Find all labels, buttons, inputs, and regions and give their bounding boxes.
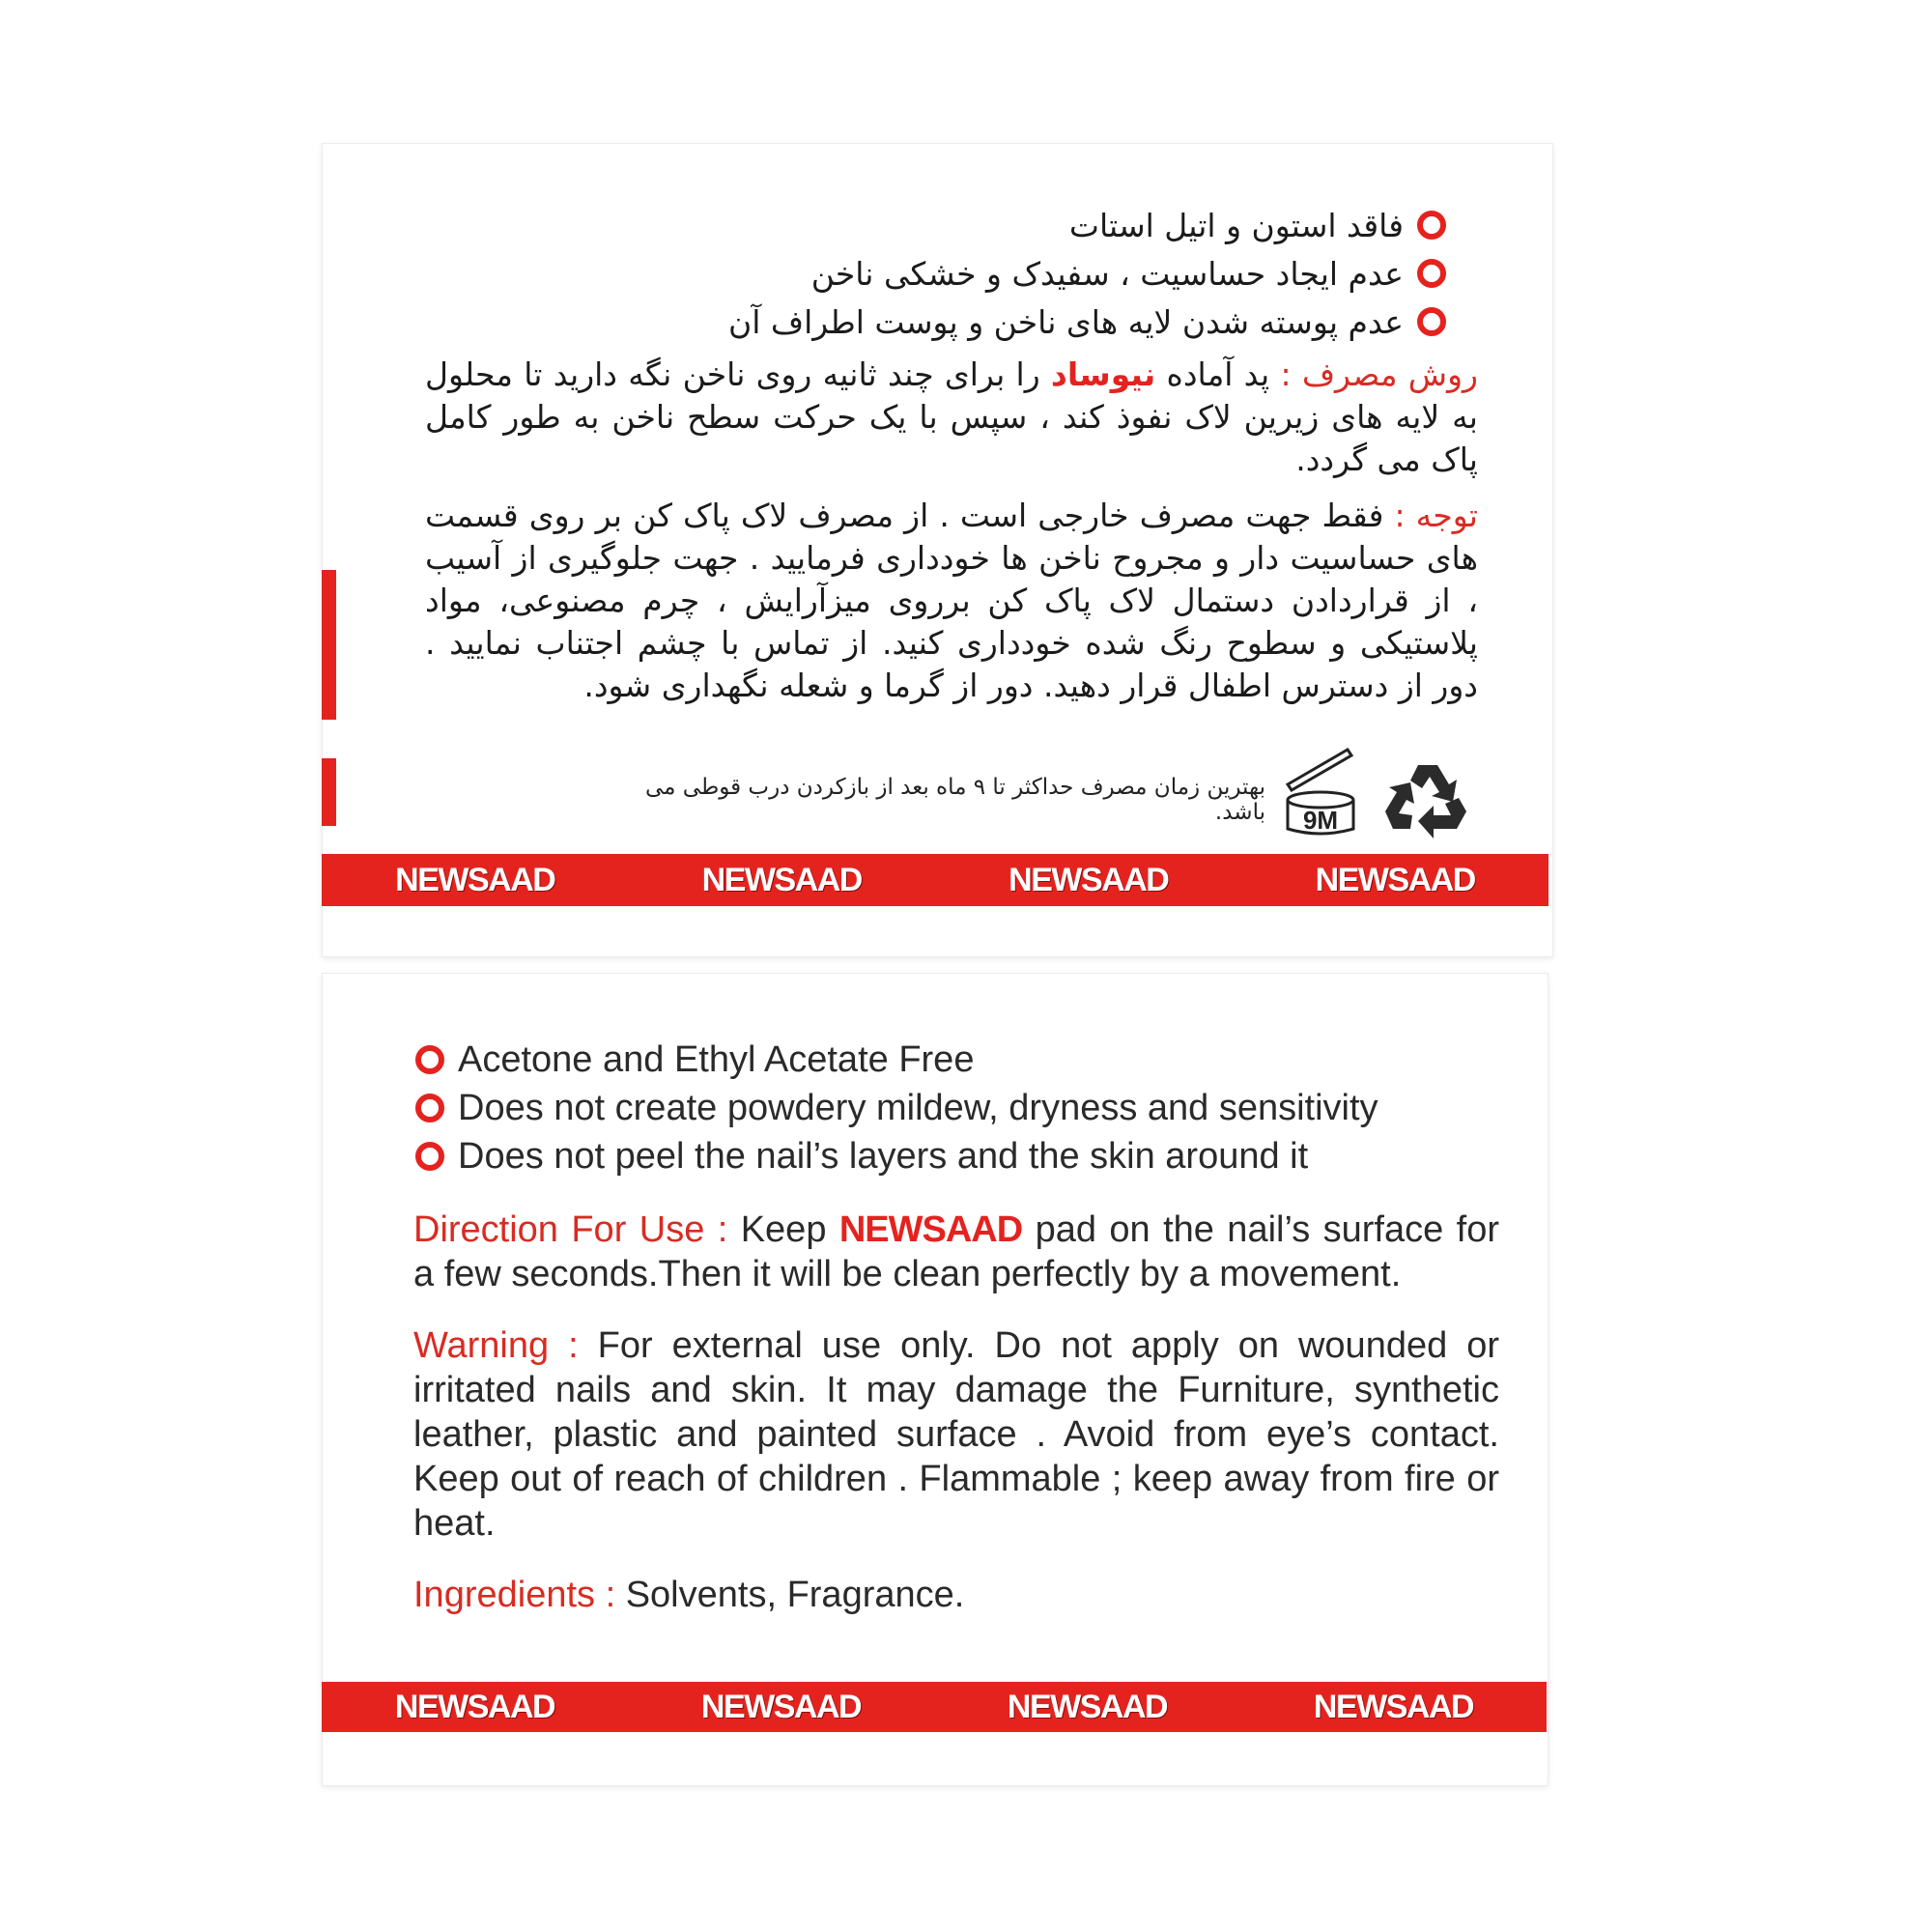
english-directions	[413, 1208, 1499, 1296]
band-brand-label: NEWSAAD	[1313, 1688, 1474, 1725]
list-item	[577, 298, 1446, 346]
warning-text: فقط جهت مصرف خارجی است . از مصرف لاک پاک کن بر روی قسمت های حساسیت دار و مجروح ناخن ها خودداری فرمایید . جهت جلوگیری از آسیب ، از قراردادن دستمال لاک پاک کن برروی میزآرایش ، چرم مصنوعی، مواد پلاستیکی و سطوح رنگ شده خودداری کنید. از تماس با چشم اجتناب نمایید . دور از دسترس اطفال قرار دهید. دور از گرما و شعله نگهداری شود.	[425, 497, 1478, 704]
directions-text: را برای چند ثانیه روی ناخن نگه دارید تا محلول به لایه های زیرین لاک نفوذ کند ، سپس با یک حرکت سطح ناخن به طور کامل پاک می گردد.	[425, 355, 1478, 478]
list-item	[415, 1036, 1507, 1084]
red-ring-bullet-icon	[1417, 259, 1446, 288]
warning-text: For external use only. Do not apply on wounded or irritated nails and skin. It may damage the Furniture, synthetic leather, plastic and painted surface . Avoid from eye’s contact. Keep out of reach of children . Flammable ; keep away from fire or heat.	[413, 1325, 1500, 1544]
brand-band	[322, 1682, 1547, 1732]
list-item	[577, 201, 1446, 249]
open-jar-icon	[1280, 744, 1362, 840]
list-item-text: فاقد استون و اتیل استات	[1068, 206, 1404, 244]
persian-feature-list	[577, 201, 1446, 346]
band-brand-label: NEWSAAD	[1009, 861, 1169, 898]
band-brand-label: NEWSAAD	[701, 861, 862, 898]
list-item-text: Acetone and Ethyl Acetate Free	[458, 1038, 975, 1080]
ingredients-label: Ingredients :	[413, 1575, 616, 1615]
directions-text-start: پد آماده	[1166, 355, 1270, 393]
list-item	[577, 249, 1446, 298]
list-item	[415, 1084, 1507, 1132]
list-item-text: عدم ایجاد حساسیت ، سفیدک و خشکی ناخن	[810, 254, 1404, 293]
red-ring-bullet-icon	[415, 1045, 444, 1074]
brand-name: نیوساد	[1050, 355, 1156, 393]
persian-warning	[425, 495, 1478, 707]
list-item	[415, 1132, 1507, 1180]
jar-period-label: 9M	[1302, 806, 1339, 835]
english-feature-list	[415, 1036, 1507, 1180]
band-brand-label: NEWSAAD	[1315, 861, 1475, 898]
english-ingredients	[413, 1573, 1499, 1617]
directions-text: pad on the nail’s surface for a few seconds.Then it will be clean perfectly by a movement.	[413, 1209, 1499, 1294]
band-brand-label: NEWSAAD	[395, 861, 555, 898]
directions-text-start: Keep	[740, 1209, 827, 1250]
band-brand-label: NEWSAAD	[700, 1688, 862, 1725]
band-brand-label: NEWSAAD	[1007, 1688, 1168, 1725]
red-ring-bullet-icon	[1417, 211, 1446, 240]
recycle-icon	[1381, 753, 1478, 850]
brand-band	[322, 854, 1548, 906]
red-ring-bullet-icon	[415, 1142, 444, 1171]
band-brand-label: NEWSAAD	[394, 1688, 555, 1725]
directions-label: روش مصرف :	[1280, 355, 1478, 393]
warning-label: Warning :	[413, 1325, 579, 1366]
directions-label: Direction For Use :	[413, 1209, 728, 1250]
list-item-text: عدم پوسته شدن لایه های ناخن و پوست اطراف آن	[728, 302, 1404, 341]
list-item-text: Does not peel the nail’s layers and the skin around it	[458, 1135, 1309, 1177]
brand-name: NEWSAAD	[838, 1209, 1023, 1250]
ingredients-text: Solvents, Fragrance.	[625, 1575, 965, 1615]
persian-directions	[425, 354, 1478, 481]
red-side-tab	[322, 570, 336, 720]
english-warning	[413, 1323, 1499, 1546]
warning-label: توجه :	[1394, 497, 1478, 534]
red-side-tab	[322, 758, 336, 826]
red-ring-bullet-icon	[1417, 307, 1446, 336]
red-ring-bullet-icon	[415, 1094, 444, 1122]
best-before-note: بهترین زمان مصرف حداکثر تا ۹ ماه بعد از بازکردن درب قوطی می باشد.	[644, 775, 1265, 825]
list-item-text: Does not create powdery mildew, dryness and sensitivity	[458, 1087, 1378, 1128]
